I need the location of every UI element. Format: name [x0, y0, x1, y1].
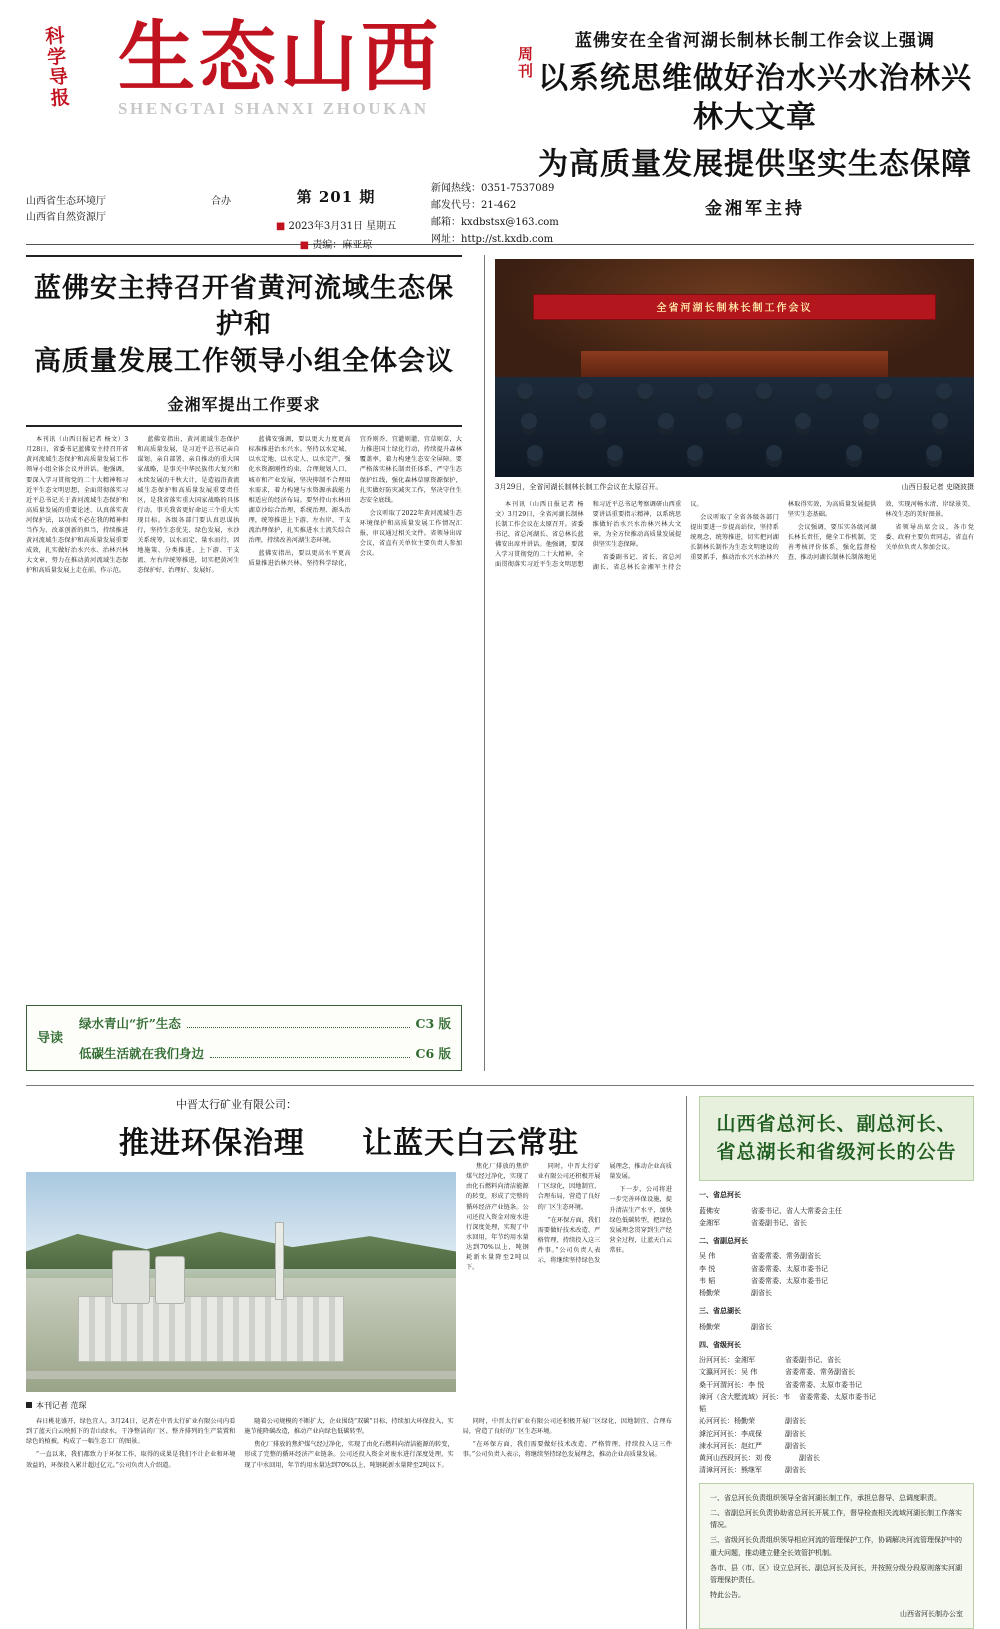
- hotline: 新闻热线：0351-7537089: [431, 183, 555, 194]
- notice-row: [699, 1205, 974, 1217]
- coorganizer-label: 合办: [211, 196, 231, 207]
- title-pinyin: SHENGTAI SHANXI ZHOUKAN: [118, 99, 429, 119]
- lead-subhead: 金湘军主持: [705, 199, 805, 219]
- official-name: 滹沱河河长：李成保: [699, 1429, 762, 1438]
- official-name: 涑水河河长：赵红严: [699, 1441, 762, 1450]
- official-notice: [686, 1096, 974, 1629]
- right-article-body: [495, 500, 974, 1020]
- page-title: 生态山西: [118, 13, 442, 103]
- photo-plant-buildings: [78, 1296, 345, 1362]
- notice-row: [699, 1391, 974, 1416]
- official-title: 省委副书记、省长: [785, 1356, 841, 1365]
- stage-table: [581, 351, 888, 377]
- audience-head: [932, 413, 948, 429]
- audience-head: [926, 445, 942, 461]
- notice-row: [699, 1287, 974, 1299]
- photo-caption: [495, 482, 974, 492]
- audience-head: [637, 383, 653, 399]
- official-name: 韦 韬: [699, 1276, 716, 1285]
- notice-signature: 山西省河长制办公室: [900, 1609, 963, 1618]
- audience-head: [876, 383, 892, 399]
- conference-photo-block: [495, 259, 974, 492]
- weekly-label: 周刊: [518, 45, 534, 80]
- left-article-body: [26, 435, 462, 995]
- bottom-article-title: [26, 1118, 672, 1162]
- paragraph: 一、省总河长负责组织领导全省河湖长制工作，承担总督导、总调度职责。: [710, 1493, 941, 1502]
- paragraph: 同时，中晋太行矿业有限公司还积极开展厂区绿化，因地制宜、合理布局，营造了良好的厂区生态环境。: [537, 1163, 601, 1211]
- official-name: 吴 伟: [699, 1252, 716, 1261]
- notice-row: [699, 1415, 974, 1427]
- notice-section-heading: 三、省总湖长: [699, 1306, 741, 1316]
- notice-explanation-panel: [699, 1483, 974, 1629]
- audience-head: [658, 413, 674, 429]
- paragraph: 各市、县（市、区）设立总河长、副总河长及河长，并按照分级分段原则落实河湖管理保护责任。: [710, 1563, 962, 1585]
- official-name: 杨勤荣: [699, 1289, 720, 1298]
- photo-smokestack: [275, 1222, 284, 1300]
- audience-head: [521, 413, 537, 429]
- byline-marker: [26, 1402, 32, 1408]
- issue-block: [241, 172, 431, 251]
- audience-head: [846, 445, 862, 461]
- editor-name: 责编：麻亚琼: [312, 240, 373, 251]
- paragraph: 下一步，公司将进一步完善环保设施，提升清洁生产水平，加快绿色低碳转型，把绿色发展理念贯穿到生产经营全过程，让蓝天白云常驻。: [609, 1186, 672, 1254]
- paragraph: “在环保方面，我们需要做好技术改造、严格管理、持续投入这三件事。”公司负责人表示，将继续坚持绿色发展理念，推动企业高质量发展。: [537, 1163, 672, 1264]
- audience-head: [607, 445, 623, 461]
- official-name: 沁河河长：杨勤荣: [699, 1417, 755, 1426]
- contact-info: [431, 172, 611, 244]
- lead-headline-line2: 为高质量发展提供坚实生态保障: [538, 147, 972, 182]
- official-name: 黄河山西段河长：刘 俊: [699, 1454, 772, 1463]
- paragraph: “在环保方面，我们需要做好技术改造、严格管理、持续投入这三件事。”公司负责人表示，将继续坚持绿色发展理念，推动企业高质量发展。: [462, 1441, 672, 1459]
- official-title: 副省长: [785, 1466, 806, 1475]
- official-title: 省委常委、常务副省长: [751, 1252, 821, 1261]
- lead-headline-line1: 以系统思维做好治水兴水治林兴林大文章: [538, 61, 972, 135]
- column-divider: [484, 255, 485, 1071]
- notice-body: [699, 1189, 974, 1629]
- main-columns: [26, 255, 974, 1071]
- bottom-title-part1: 推进环保治理: [118, 1126, 305, 1162]
- paragraph: 随着公司规模的不断扩大，企业围绕“双碳”目标，持续加大环保投入，实施节能降碳改造，推动产业向绿色低碳转型。: [244, 1418, 454, 1436]
- notice-row: [699, 1250, 974, 1262]
- audience-head: [577, 383, 593, 399]
- paragraph: 同时，中晋太行矿业有限公司还积极开展厂区绿化，因地制宜、合理布局，营造了良好的厂区生态环境。: [462, 1418, 672, 1436]
- notice-section-heading: 四、省级河长: [699, 1339, 741, 1349]
- official-title: 省委常委、常务副省长: [785, 1368, 855, 1377]
- paragraph: 二、省副总河长负责协助省总河长开展工作，督导检查相关流域河湖长制工作落实情况。: [710, 1508, 962, 1530]
- guide-item-page: C6 版: [415, 1046, 451, 1062]
- publisher-name: 科学导报: [44, 24, 72, 110]
- email[interactable]: 邮箱：kxdbstsx@163.com: [431, 217, 559, 228]
- paragraph: 省领导出席会议，各市党委、政府主要负责同志，省直有关单位负责人参加会议。: [885, 524, 974, 552]
- bottom-left-article: [26, 1096, 686, 1629]
- notice-row: [699, 1321, 974, 1333]
- official-name: 汾河河长：金湘军: [699, 1356, 755, 1365]
- paragraph: 焦化厂排放的焦炉煤气经过净化，实现了由化石燃料向清洁能源的转变，形成了完整的循环经济产业链条。公司还投入资金对废水进行深度处理，实现了中水回用，年节约用水量达到70%以上，吨钢耗新水量降至2吨以下。: [244, 1441, 454, 1469]
- left-headline-line1: 蓝佛安主持召开省黄河流域生态保护和: [34, 273, 454, 341]
- official-title: 副省长: [785, 1417, 806, 1426]
- guide-item-page: C3 版: [415, 1016, 451, 1032]
- paragraph: 会议听取了2022年黄河流域生态环境保护和高质量发展工作情况汇报，审议通过相关文件。省领导出席会议，省直有关单位主要负责人参加会议。: [359, 509, 462, 557]
- notice-section-heading: 二、省副总河长: [699, 1236, 748, 1246]
- guide-item[interactable]: [79, 1044, 451, 1062]
- conference-photo: [495, 259, 974, 477]
- leader-dots: [210, 1057, 409, 1058]
- website[interactable]: 网址：http://st.kxdb.com: [431, 234, 554, 245]
- official-title: 省委常委、太原市委书记: [751, 1276, 828, 1285]
- leader-dots: [187, 1027, 410, 1028]
- photo-storage-tank: [112, 1250, 150, 1304]
- photo-credit: 山西日报记者 史晓波摄: [901, 483, 974, 491]
- publish-date: ■ 2023年3月31日 星期五: [275, 221, 397, 232]
- paragraph: 三、省级河长负责组织领导相应河流的管理保护工作，协调解决河流管理保护中的重大问题，推动建立健全长效管护机制。: [710, 1536, 962, 1557]
- official-name: 杨勤荣: [699, 1322, 720, 1331]
- audience-head: [517, 383, 533, 399]
- guide-label: 导读: [37, 1030, 64, 1046]
- byline-text: 本刊记者 范琛: [36, 1401, 87, 1411]
- right-column: [495, 255, 974, 1071]
- paragraph: 春日桃花盛开，绿色宜人。3月24日，记者在中晋太行矿业有限公司内看到了蓝天白云映照下的青山绿水，干净整洁的厂区、整齐排列的生产装置和绿色的植被，构成了一幅生态工厂的图景。: [26, 1418, 236, 1446]
- official-name: 文瀛河河长：吴 伟: [699, 1368, 758, 1377]
- official-title: 省委常委、太原市委书记: [799, 1392, 876, 1401]
- notice-row: [699, 1217, 974, 1229]
- sponsor-2: 山西省自然资源厅: [26, 211, 106, 223]
- notice-row: [699, 1263, 974, 1275]
- official-title: 省委书记、省人大常委会主任: [751, 1206, 842, 1215]
- audience-head: [527, 445, 543, 461]
- guide-item-title: 低碳生活就在我们身边: [79, 1046, 205, 1062]
- official-title: 省委常委、太原市委书记: [751, 1264, 828, 1273]
- official-name: 李 悦: [699, 1264, 716, 1273]
- notice-row: [699, 1464, 974, 1476]
- official-title: 副省长: [799, 1454, 820, 1463]
- official-name: 桑干河渭河长：李 悦: [699, 1380, 765, 1389]
- audience-head: [756, 383, 772, 399]
- reading-guide-box: [26, 1005, 462, 1071]
- paragraph: 焦化厂排放的焦炉煤气经过净化，实现了由化石燃料向清洁能源的转变，形成了完整的循环经济产业链条。公司还投入资金对废水进行深度处理，实现了中水回用，年节约用水量达到70%以上，吨钢耗新水量降至2吨以下。: [466, 1163, 529, 1271]
- byline: [26, 1400, 672, 1411]
- factory-photo: [26, 1172, 456, 1392]
- bottom-article-kicker: 中晋太行矿业有限公司：: [176, 1098, 297, 1112]
- paragraph: 蓝佛安指出，黄河流域生态保护和高质量发展，是习近平总书记亲自谋划、亲自部署、亲自推动的重大国家战略，是事关中华民族伟大复兴和永续发展的千秋大计，是造福沿黄流域生态保护和高质量发展重要责任区，是我省落实重大国家战略的具体行动。事关我省更好命运三个重大实现目标。各级各部门要认真思谋执行，坚持生态优先、绿色发展，水沙关系统筹，以水而定、量水而行，因地施策、分类推进，上下游、干支流、左右岸统筹推进，切实把黄河生态保护好、治理好、发展好。: [137, 436, 240, 574]
- audience-head: [816, 383, 832, 399]
- notice-row: [699, 1440, 974, 1452]
- official-title: 省委副书记、省长: [751, 1218, 807, 1227]
- official-title: 省委常委、太原市委书记: [785, 1380, 862, 1389]
- paragraph: 蓝佛安指出，要以更高水平更高质量推进治林兴林。坚持科学绿化，宜乔则乔、宜灌则灌、宜草则草，大力推进国土绿化行动，持续提升森林覆盖率，着力构建生态安全屏障。要严格落实林长制责任体系，严守生态保护红线，强化森林草原资源保护，扎实做好防灾减灾工作，坚决守住生态安全底线。: [248, 436, 462, 567]
- left-column: [26, 255, 474, 1071]
- paragraph: 蓝佛安强调，要以更大力度更高标准推进治水兴水。坚持以水定城、以水定地、以水定人、以水定产，强化水资源刚性约束，合理规划人口、城市和产业发展，坚决抑制不合理用水需求，着力构建与水资源承载能力相适应的经济布局。要坚持山水林田湖草沙综合治理、系统治理、源头治理，统筹推进上下游、左右岸、干支流治理保护，扎实推进水土流失综合治理，持续改善河湖生态环境。: [248, 436, 351, 544]
- notice-row: [699, 1452, 974, 1464]
- bottom-article-body: [26, 1417, 672, 1470]
- left-article-headline: [26, 255, 462, 427]
- audience-head: [863, 413, 879, 429]
- bottom-article-body-top: [466, 1162, 672, 1273]
- paragraph: 本刊讯（山西日报记者 杨文）3月29日，全省河湖长制林长制工作会议在太原召开。省委书记、省总河湖长、省总林长蓝佛安出席并讲话。他强调，要深入学习贯彻党的二十大精神，全面贯彻落实习近平生态文明思想和习近平总书记考察调研山西重要讲话重要指示精神，以系统思维做好治水兴水治林兴林大文章，为全方位推动高质量发展提供坚实生态保障。: [495, 501, 682, 569]
- sponsors: [26, 172, 241, 244]
- paragraph: “一直以来，我们都致力于环保工作，取得的成果是我们不计企业和环境效益的，环保投入累计超过亿元。”公司负责人介绍道。: [26, 1451, 236, 1469]
- bottom-section: [26, 1085, 974, 1629]
- paragraph: 会议听取了全省各级各部门提出要进一步提高站位，坚持系统观念、统筹推进，切实把河湖长制林长制作为生态文明建设的重要抓手，推动治水兴水治林兴林取得实效，为高质量发展提供坚实生态基础。: [690, 501, 877, 562]
- official-name: 清漳河河长：熊继军: [699, 1466, 762, 1475]
- sponsor-1: 山西省生态环境厅: [26, 196, 106, 207]
- notice-row: [699, 1366, 974, 1378]
- audience-area: [495, 377, 974, 477]
- official-title: 副省长: [751, 1289, 772, 1298]
- audience-head: [766, 445, 782, 461]
- paragraph: 本刊讯（山西日报记者 杨文）3月28日，省委书记蓝佛安主持召开省黄河流域生态保护和高质量发展工作领导小组全体会议并讲话。他强调，要深入学习贯彻党的二十大精神和习近平生态文明思想，全面贯彻落实习近平总书记关于黄河流域生态保护和高质量发展的重要论述、认真落实黄河保护法，以功成不必在我的精神担当作为、改革创新的担当，持续推进黄河流域生态保护和高质量发展重要成效，扎实做好治水兴水、治林兴林大文章，努力在推动黄河流域生态保护和高质量发展上走在前、作示范。: [26, 436, 129, 574]
- notice-title-line1: 山西省总河长、副总河长、: [716, 1113, 957, 1136]
- editor-credit: ■ 责编：麻亚琼: [299, 240, 373, 251]
- audience-head: [726, 413, 742, 429]
- lead-kicker: 蓝佛安在全省河湖长制林长制工作会议上强调: [575, 31, 935, 51]
- notice-section-heading: 一、省总河长: [699, 1190, 741, 1200]
- publish-date-text: 2023年3月31日 星期五: [288, 221, 397, 232]
- official-name: 金湘军: [699, 1218, 720, 1227]
- notice-row: [699, 1428, 974, 1440]
- paragraph: 特此公告。: [710, 1591, 745, 1600]
- left-headline-line2: 高质量发展工作领导小组全体会议: [34, 345, 454, 377]
- official-title: 副省长: [751, 1322, 772, 1331]
- notice-title-line2: 省总湖长和省级河长的公告: [716, 1140, 957, 1163]
- audience-head: [795, 413, 811, 429]
- guide-item[interactable]: [79, 1014, 451, 1032]
- notice-row: [699, 1275, 974, 1287]
- audience-head: [687, 445, 703, 461]
- official-title: 副省长: [785, 1441, 806, 1450]
- official-name: 蓝佛安: [699, 1206, 720, 1215]
- notice-title: [699, 1096, 974, 1181]
- official-title: 副省长: [785, 1429, 806, 1438]
- photo-storage-tank: [155, 1256, 185, 1304]
- audience-head: [936, 383, 952, 399]
- left-subhead: 金湘军提出工作要求: [167, 395, 321, 415]
- official-name: 漳河（含大墅流域）河长：韦 韬: [699, 1392, 790, 1414]
- notice-row: [699, 1354, 974, 1366]
- bottom-title-part2: 让蓝天白云常驻: [362, 1126, 580, 1162]
- notice-row: [699, 1379, 974, 1391]
- photo-caption-text: 3月29日，全省河湖长制林长制工作会议在太原召开。: [495, 483, 663, 491]
- audience-head: [697, 383, 713, 399]
- postal-code: 邮发代号：21-462: [431, 200, 517, 211]
- publisher-logo: [26, 18, 118, 108]
- stage-banner-text: 全省河湖长制林长制工作会议: [533, 294, 935, 320]
- photo-road: [26, 1371, 456, 1379]
- guide-items: [71, 1014, 451, 1062]
- paragraph: 会议强调，要压实各级河湖长林长责任，健全工作机制，完善考核评价体系，强化监督检查，推动河湖长制林长制落地见效，实现河畅水清、岸绿景美、林茂生态的美好图景。: [787, 501, 974, 562]
- guide-item-title: 绿水青山“折”生态: [79, 1016, 181, 1032]
- title-block: [118, 13, 534, 119]
- issue-number: 第 201 期: [296, 188, 376, 206]
- paragraph: 省委副书记、省长、省总河湖长、省总林长金湘军主持会议。: [592, 501, 703, 572]
- audience-head: [590, 413, 606, 429]
